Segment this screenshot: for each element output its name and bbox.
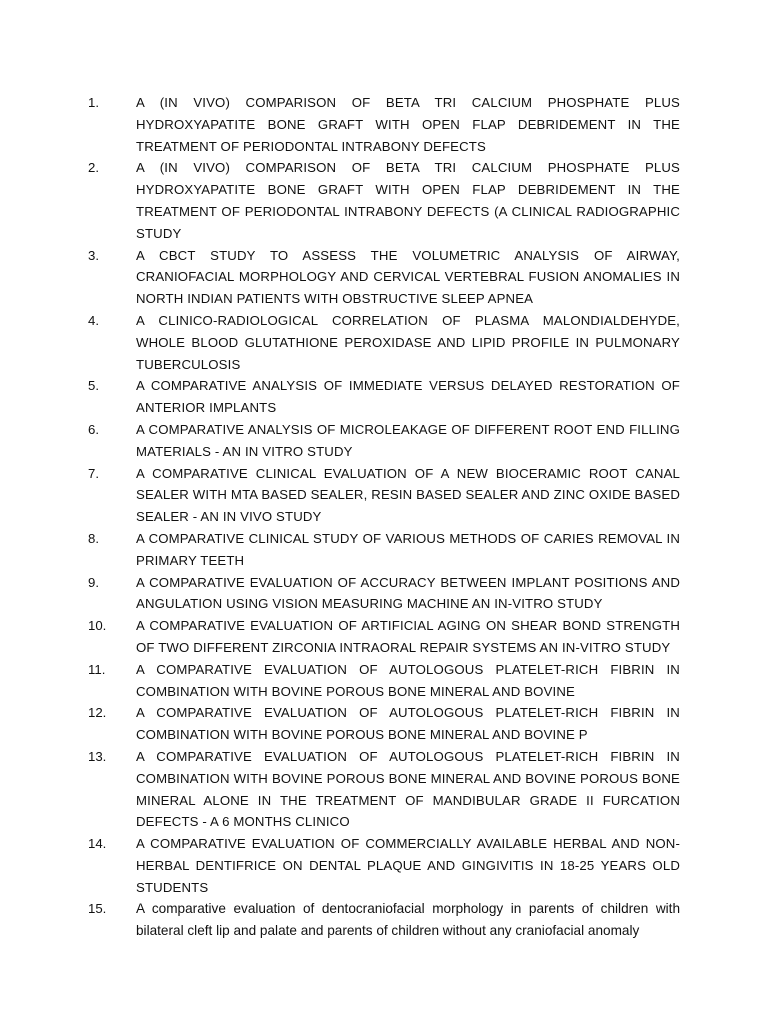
item-number: 5. bbox=[88, 378, 99, 394]
item-title: A COMPARATIVE EVALUATION OF AUTOLOGOUS PLATELET-RICH FIBRIN IN COMBINATION WITH BOVINE POROUS BONE MINERAL AND BOVINE bbox=[136, 661, 680, 699]
item-number: 4. bbox=[88, 312, 99, 328]
item-number: 7. bbox=[88, 465, 99, 481]
item-title: A COMPARATIVE ANALYSIS OF MICROLEAKAGE OF DIFFERENT ROOT END FILLING MATERIALS - AN IN VITRO STUDY bbox=[136, 421, 680, 459]
list-item bbox=[88, 702, 680, 746]
item-number: 13. bbox=[88, 748, 107, 764]
item-number: 9. bbox=[88, 574, 99, 590]
item-title: A COMPARATIVE EVALUATION OF ARTIFICIAL AGING ON SHEAR BOND STRENGTH OF TWO DIFFERENT ZIRCONIA INTRAORAL REPAIR SYSTEMS AN IN-VITRO STUDY bbox=[136, 618, 680, 655]
item-number: 1. bbox=[88, 95, 99, 110]
list-item bbox=[88, 746, 680, 833]
list-item bbox=[88, 615, 680, 659]
item-title: A COMPARATIVE EVALUATION OF AUTOLOGOUS PLATELET-RICH FIBRIN IN COMBINATION WITH BOVINE POROUS BONE MINERAL AND BOVINE POROUS BONE MINERAL ALONE IN THE TREATMENT OF MANDIBULAR GRADE II FURCATION DEFECTS - A 6 MONTHS CLINICO bbox=[136, 748, 680, 830]
item-title: A COMPARATIVE CLINICAL EVALUATION OF A NEW BIOCERAMIC ROOT CANAL SEALER WITH MTA BASED SEALER, RESIN BASED SEALER AND ZINC OXIDE BASED SEALER - AN IN VIVO STUDY bbox=[136, 465, 680, 525]
list-item bbox=[88, 572, 680, 616]
item-number: 2. bbox=[88, 160, 99, 176]
item-number: 6. bbox=[88, 421, 99, 437]
item-title: A (IN VIVO) COMPARISON OF BETA TRI CALCIUM PHOSPHATE PLUS HYDROXYAPATITE BONE GRAFT WITH OPEN FLAP DEBRIDEMENT IN THE TREATMENT OF PERIODONTAL INTRABONY DEFECTS bbox=[136, 95, 680, 154]
thesis-title-list bbox=[88, 92, 680, 942]
list-item bbox=[88, 310, 680, 375]
item-number: 11. bbox=[88, 661, 106, 677]
list-item bbox=[88, 419, 680, 463]
item-title: A COMPARATIVE EVALUATION OF COMMERCIALLY AVAILABLE HERBAL AND NON-HERBAL DENTIFRICE ON DENTAL PLAQUE AND GINGIVITIS IN 18-25 YEARS OLD STUDENTS bbox=[136, 836, 680, 895]
item-number: 3. bbox=[88, 247, 99, 263]
item-title: A (IN VIVO) COMPARISON OF BETA TRI CALCIUM PHOSPHATE PLUS HYDROXYAPATITE BONE GRAFT WITH OPEN FLAP DEBRIDEMENT IN THE TREATMENT OF PERIODONTAL INTRABONY DEFECTS (A CLINICAL RADIOGRAPHIC STUDY bbox=[136, 160, 680, 241]
item-number: 15. bbox=[88, 901, 107, 917]
list-item bbox=[88, 463, 680, 528]
item-title: A comparative evaluation of dentocraniofacial morphology in parents of children with bilateral cleft lip and palate and parents of children without any craniofacial anomaly bbox=[136, 901, 680, 939]
item-number: 14. bbox=[88, 836, 107, 852]
list-item bbox=[88, 92, 680, 157]
item-number: 10. bbox=[88, 618, 107, 634]
item-title: A COMPARATIVE EVALUATION OF ACCURACY BETWEEN IMPLANT POSITIONS AND ANGULATION USING VISION MEASURING MACHINE AN IN-VITRO STUDY bbox=[136, 574, 680, 612]
item-number: 12. bbox=[88, 705, 107, 721]
list-item bbox=[88, 157, 680, 244]
item-title: A COMPARATIVE CLINICAL STUDY OF VARIOUS METHODS OF CARIES REMOVAL IN PRIMARY TEETH bbox=[136, 530, 680, 568]
list-item bbox=[88, 659, 680, 703]
item-title: A COMPARATIVE EVALUATION OF AUTOLOGOUS PLATELET-RICH FIBRIN IN COMBINATION WITH BOVINE POROUS BONE MINERAL AND BOVINE P bbox=[136, 705, 680, 743]
list-item bbox=[88, 898, 680, 942]
list-item bbox=[88, 245, 680, 310]
item-title: A CLINICO-RADIOLOGICAL CORRELATION OF PLASMA MALONDIALDEHYDE, WHOLE BLOOD GLUTATHIONE PEROXIDASE AND LIPID PROFILE IN PULMONARY TUBERCULOSIS bbox=[136, 312, 680, 372]
item-number: 8. bbox=[88, 530, 99, 546]
list-item bbox=[88, 528, 680, 572]
item-title: A COMPARATIVE ANALYSIS OF IMMEDIATE VERSUS DELAYED RESTORATION OF ANTERIOR IMPLANTS bbox=[136, 378, 680, 416]
list-item bbox=[88, 375, 680, 419]
list-item bbox=[88, 833, 680, 898]
item-title: A CBCT STUDY TO ASSESS THE VOLUMETRIC ANALYSIS OF AIRWAY, CRANIOFACIAL MORPHOLOGY AND CERVICAL VERTEBRAL FUSION ANOMALIES IN NORTH INDIAN PATIENTS WITH OBSTRUCTIVE SLEEP APNEA bbox=[136, 247, 680, 307]
